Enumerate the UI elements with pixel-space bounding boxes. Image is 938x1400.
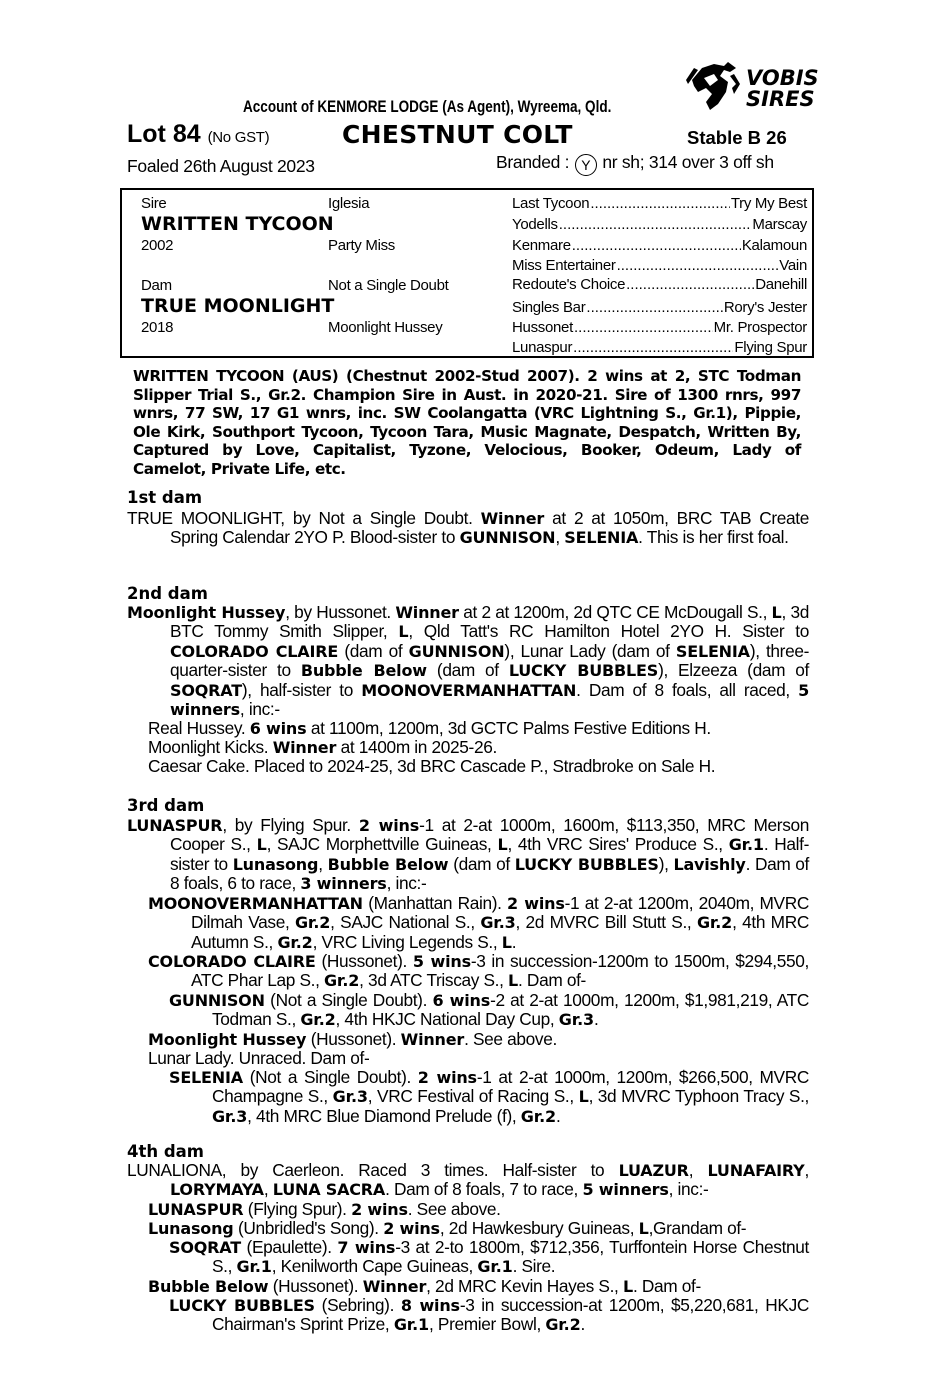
family-entry: Caesar Cake. Placed to 2024-25, 3d BRC Cascade P., Stradbroke on Sale H. bbox=[148, 756, 716, 776]
family-entry: MOONOVERMANHATTAN (Manhattan Rain). 2 wins-1 at 2-at 1200m, 2040m, MVRC Dilmah Vase, Gr.2, SAJC National S., Gr.3, 2d MVRC Bill Stutt S., Gr.2, 4th MRC Autumn S., Gr.2, VRC Living Legends S., L. bbox=[148, 893, 809, 952]
family-entry: COLORADO CLAIRE (Hussonet). 5 wins-3 in succession-1200m to 1500m, $294,550, ATC Phar Lap S., Gr.2, 3d ATC Triscay S., L. Dam of- bbox=[148, 951, 809, 991]
family-entry: Bubble Below (Hussonet). Winner, 2d MRC Kevin Hayes S., L. Dam of- bbox=[148, 1276, 701, 1296]
svg-text:SIRES: SIRES bbox=[746, 87, 815, 111]
sire-sire: Iglesia bbox=[328, 195, 370, 212]
svg-text:VOBIS: VOBIS bbox=[746, 66, 819, 90]
lot-number: Lot 84 (No GST) bbox=[127, 120, 270, 148]
sire-year: 2002 bbox=[141, 237, 174, 254]
heading-2nd-dam: 2nd dam bbox=[127, 584, 208, 603]
family-entry: GUNNISON (Not a Single Doubt). 6 wins-2 at 2-at 1000m, 1200m, $1,981,219, ATC Todman S., Gr.2, 4th HKJC National Day Cup, Gr.3. bbox=[169, 990, 810, 1030]
gen3-row: Yodells ..... Marscay bbox=[512, 216, 807, 233]
dam-dam: Moonlight Hussey bbox=[328, 319, 443, 336]
family-entry: SOQRAT (Epaulette). 7 wins-3 at 2-to 1800m, $712,356, Turffontein Horse Chestnut S., Gr.1, Kenilworth Cape Guineas, Gr.1. Sire. bbox=[169, 1237, 809, 1277]
family-entry: Moonlight Hussey, by Hussonet. Winner at 2 at 1200m, 2d QTC CE McDougall S., L, 3d BTC Tommy Smith Slipper, L, Qld Tatt's RC Hamilton Hotel 2YO H. Sister to COLORADO CLAIRE (dam of GUNNISON), Lunar Lady (dam of SELENIA), three-quarter-sister to Bubble Below (dam of LUCKY BUBBLES), Elzeeza (dam of SOQRAT), half-sister to MOONOVERMANHATTAN. Dam of 8 foals, all raced, 5 winners, inc:- bbox=[127, 602, 810, 720]
gen3-row: Hussonet ..... Mr. Prospector bbox=[512, 319, 807, 336]
vendor-account: Account of KENMORE LODGE (As Agent), Wyreema, Qld. bbox=[243, 98, 612, 116]
horse-description: CHESTNUT COLT bbox=[342, 120, 573, 149]
gen3-row: Kenmare ..... Kalamoun bbox=[512, 237, 807, 254]
sire-dam: Party Miss bbox=[328, 237, 396, 254]
gen3-row: Redoute's Choice ..... Danehill bbox=[512, 276, 807, 293]
gst-note: (No GST) bbox=[207, 129, 270, 146]
gen3-row: Singles Bar ..... Rory's Jester bbox=[512, 299, 807, 316]
sire-name: WRITTEN TYCOON bbox=[141, 213, 334, 235]
family-entry: LUNASPUR (Flying Spur). 2 wins. See above. bbox=[148, 1199, 501, 1219]
family-entry: Real Hussey. 6 wins at 1100m, 1200m, 3d GCTC Palms Festive Editions H. bbox=[148, 718, 711, 738]
gen3-row: Last Tycoon ..... Try My Best bbox=[512, 195, 807, 212]
vobis-sires-logo bbox=[684, 58, 824, 114]
family-entry: SELENIA (Not a Single Doubt). 2 wins-1 at 2-at 1000m, 1200m, $266,500, MVRC Champagne S., Gr.3, VRC Festival of Racing S., L, 3d MVRC Typhoon Tracy S., Gr.3, 4th MRC Blue Diamond Prelude (f), Gr.2. bbox=[169, 1067, 810, 1126]
stable-location: Stable B 26 bbox=[687, 127, 787, 148]
horse-rider-icon bbox=[684, 58, 824, 114]
dam-label: Dam bbox=[141, 277, 172, 294]
pedigree-table bbox=[120, 188, 814, 358]
family-entry: Moonlight Kicks. Winner at 1400m in 2025-26. bbox=[148, 737, 497, 757]
heading-3rd-dam: 3rd dam bbox=[127, 796, 205, 815]
gen3-row: Miss Entertainer ..... Vain bbox=[512, 257, 807, 274]
brand-description: Branded : Y nr sh; 314 over 3 off sh bbox=[496, 152, 774, 176]
brand-mark-icon: Y bbox=[575, 154, 597, 176]
dam-year: 2018 bbox=[141, 319, 174, 336]
family-entry: Lunasong (Unbridled's Song). 2 wins, 2d Hawkesbury Guineas, L,Grandam of- bbox=[148, 1218, 747, 1238]
gen3-row: Lunaspur ..... Flying Spur bbox=[512, 339, 807, 356]
family-entry: LUNASPUR, by Flying Spur. 2 wins-1 at 2-at 1000m, 1600m, $113,350, MRC Merson Cooper S., L, SAJC Morphettville Guineas, L, 4th VRC Sires' Produce S., Gr.1. Half-sister to Lunasong, Bubble Below (dam of LUCKY BUBBLES), Lavishly. Dam of 8 foals, 6 to race, 3 winners, inc:- bbox=[127, 815, 810, 894]
dam-sire: Not a Single Doubt bbox=[328, 277, 449, 294]
family-entry: LUCKY BUBBLES (Sebring). 8 wins-3 in succession-at 1200m, $5,220,681, HKJC Chairman's Sprint Prize, Gr.1, Premier Bowl, Gr.2. bbox=[169, 1295, 809, 1335]
family-entry: LUNALIONA, by Caerleon. Raced 3 times. Half-sister to LUAZUR, LUNAFAIRY, LORYMAYA, LUNA SACRA. Dam of 8 foals, 7 to race, 5 winners, inc:- bbox=[127, 1160, 809, 1200]
heading-1st-dam: 1st dam bbox=[127, 488, 203, 507]
dam-name: TRUE MOONLIGHT bbox=[141, 295, 335, 317]
heading-4th-dam: 4th dam bbox=[127, 1142, 204, 1161]
family-entry: TRUE MOONLIGHT, by Not a Single Doubt. Winner at 2 at 1050m, BRC TAB Create Spring Calendar 2YO P. Blood-sister to GUNNISON, SELENIA. This is her first foal. bbox=[127, 508, 809, 548]
sire-summary: WRITTEN TYCOON (AUS) (Chestnut 2002-Stud 2007). 2 wins at 2, STC Todman Slipper Trial S., Gr.2. Champion Sire in Aust. in 2020-21. Sire of 1300 rnrs, 997 wnrs, 77 SW, 17 G1 wnrs, inc. SW Coolangatta (VRC Lightning S., Gr.1), Pippie, Ole Kirk, Southport Tycoon, Tycoon Tara, Music Magnate, Despatch, Written By, Captured by Love, Capitalist, Tyzone, Velocious, Booker, Odeum, Lady of Camelot, Private Life, etc. bbox=[133, 367, 801, 478]
foaled-date: Foaled 26th August 2023 bbox=[127, 156, 315, 176]
family-entry: Moonlight Hussey (Hussonet). Winner. See above. bbox=[148, 1029, 557, 1049]
sire-label: Sire bbox=[141, 195, 167, 212]
family-entry: Lunar Lady. Unraced. Dam of- bbox=[148, 1048, 370, 1068]
